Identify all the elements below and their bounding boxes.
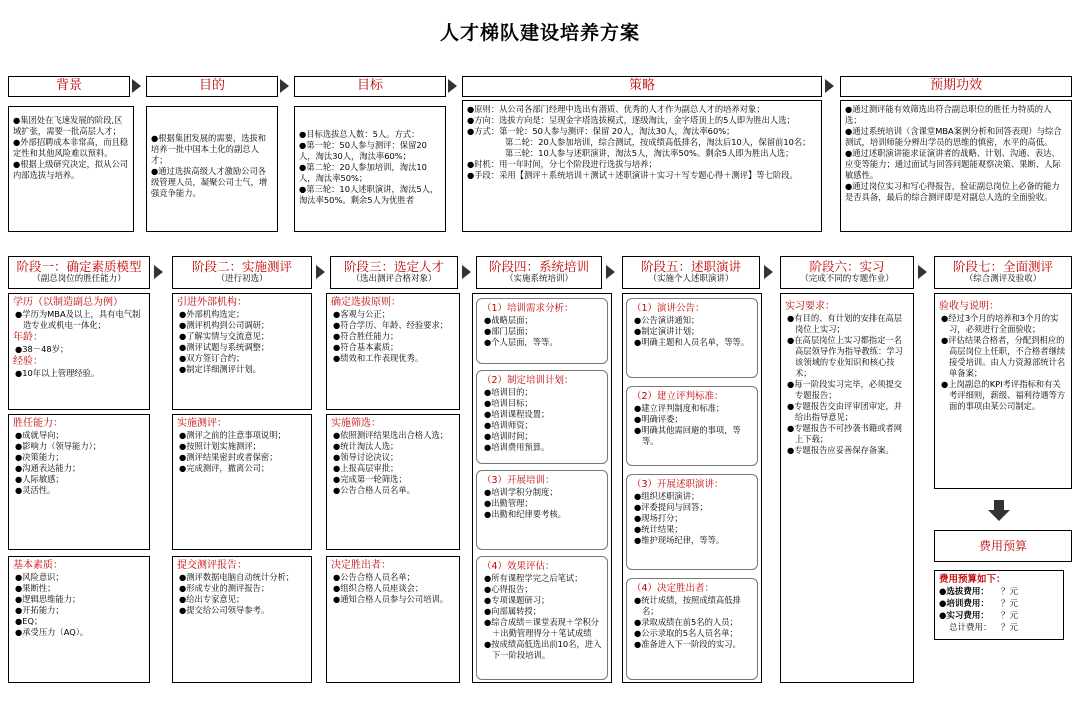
list-item: ●培训师资； [484,420,533,430]
section-title: （4）效果评估： [482,561,555,572]
budget-row-name: ●实习费用： [939,611,989,621]
section-title: 确定选拔原则： [331,297,401,308]
list-item: ●外部招聘成本非常高，而且稳定性和其他风险难以预料。 [13,137,129,158]
list-item: ●部门层面； [484,326,533,336]
section-title: 实习要求： [785,301,835,312]
budget-row-name: 总计费用： [949,623,992,633]
list-item: ●统计成绩，按照成绩高低排名； [634,595,741,616]
stage-6-box [780,293,914,683]
stage-subtitle: （综合测评及验收） [964,274,1042,284]
budget-row-value: ？元 [1001,599,1019,609]
list-item: ●出勤和纪律要考核。 [484,509,566,519]
list-item: ●影响力（领导能力）； [15,441,102,451]
list-item: ●综合成绩＝课堂表现＋学积分＋出勤管理得分＋笔试成绩 [484,617,600,638]
list-item: ●原则：从公司各部门经理中选出有潜质、优秀的人才作为副总人才的培养对象； [467,104,765,114]
list-item: ●集团处在飞速发展的阶段,区域扩张，需要一批高层人才； [13,115,123,136]
stage-title: 阶段五：述职演讲 [640,259,741,274]
list-item: ●培训课程设置； [484,409,550,419]
list-item: ●有目的、有计划的安排在高层岗位上实习； [787,313,903,334]
section-title: （3）开展述职演讲： [632,479,724,490]
list-item: ●完成测评，撤离公司； [179,463,270,473]
list-item: ●统计淘汰人选； [333,441,399,451]
stage-subtitle: （选出测评合格对象） [351,274,437,284]
stage-title: 阶段二：实施测评 [191,259,292,274]
header-strategy: 策略 [462,76,822,97]
list-item: ●现场打分； [634,513,683,523]
list-item: ●开拓能力； [15,605,64,615]
section-title: （2）建立评判标准： [632,391,724,402]
list-item: ●每一阶段实习完毕，必须提交专题报告； [787,379,903,400]
section-title: 年龄： [13,332,43,343]
budget-row-value: ？元 [1001,587,1019,597]
list-item: ●学历为MBA及以上，具有电气制造专业或机电一体化； [15,309,141,330]
budget-row [939,598,1059,610]
list-item: ●双方签订合约； [179,353,245,363]
section-title: 学历（以制造副总为例） [13,297,123,308]
list-item: ●评估结果合格者，分配到相应的高层岗位上任职，不合格者继续接受培训。由人力资源部统计名单备案； [941,335,1066,378]
stage-4-training-box [476,470,608,550]
list-item: ●通过系统培训（含课堂MBA案例分析和回答表现）与综合测试，培训师能分辨出学员的思维的慎密，水平的高低。 [845,126,1062,147]
list-item: ●测评机构到公司调研； [179,320,270,330]
list-item: ●风险意识； [15,572,64,582]
list-item: ●38－48岁； [15,344,69,354]
list-item: ●按成绩高低选出前10名，进入下一阶段培训。 [484,639,602,660]
list-item: ●准备进入下一阶段的实习。 [634,639,741,649]
page-title: 人才梯队建设培养方案 [439,22,640,44]
expected-box [840,100,1072,232]
section-title: （2）制定培训计划： [482,375,574,386]
list-item: ●统计结果； [634,524,683,534]
arrow-right-icon [280,79,289,93]
list-item: ●按照计划实施测评； [179,441,261,451]
stage-4-header [476,256,602,289]
list-item: ●成就导向； [15,430,64,440]
list-item: ●出勤管理； [484,498,533,508]
list-item: ●根据集团发展的需要，选拔和培养一批中国本土化的副总人才； [151,133,267,165]
section-title: （1）演讲公告： [632,303,705,314]
list-item: ●10年以上管理经验。 [15,368,100,378]
list-item: ●个人层面，等等。 [484,337,558,347]
list-item: ●逻辑思维能力； [15,594,81,604]
arrow-right-icon [154,265,163,279]
list-item: ●给出专家意见； [179,594,245,604]
list-item: ●绩效和工作表现优秀。 [333,353,424,363]
list-item: ●明确其他需回避的事项，等等。 [634,425,741,446]
list-item: ●手段：采用【测评＋系统培训＋测试＋述职演讲＋实习＋写专题心得＋测评】等七阶段。 [467,170,798,180]
stage-6-header [780,256,914,289]
list-item: ●完成第一轮筛选； [333,474,407,484]
stage-title: 阶段一：确定素质模型 [16,259,142,274]
list-item: ●培训目的； [484,387,533,397]
list-item: ●测评数据电脑自动统计分析； [179,572,295,582]
list-item: ●客观与公正； [333,309,391,319]
arrow-right-icon [462,265,471,279]
list-item: ●所有课程学完之后笔试； [484,573,583,583]
stage-2-agency-box [172,293,312,410]
list-item: ●维护现场纪律，等等。 [634,535,725,545]
list-item: ●外部机构选定； [179,309,245,319]
budget-row-name: ●培训费用： [939,599,989,609]
section-title: （1）培训需求分析： [482,303,574,314]
list-item: ●第二轮：20人参加培训，淘汰10人，淘汰率50%； [299,162,427,183]
list-item: ●时机：用一年时间，分七个阶段进行选拔与培养； [467,159,657,169]
list-item: ●人际敏感； [15,474,64,484]
section-title: 决定胜出者： [331,560,391,571]
stage-4-needs-box [476,298,608,364]
strategy-box [462,100,822,232]
section-title: 经验： [13,356,43,367]
list-item: ●目标选拔总人数：5人。方式： [299,129,420,139]
budget-row-name: ●选拔费用： [939,587,989,597]
section-title: 实施筛选： [331,418,381,429]
list-item: ●在高层岗位上实习都指定一名高层领导作为指导教练：学习该领域的专业知识和核心技术； [787,335,903,378]
arrow-down-icon [994,500,1004,510]
budget-row [939,586,1059,598]
stage-1-quality-box [8,556,150,683]
list-item: ●向部属转授； [484,606,542,616]
list-item: ●果断性； [15,583,56,593]
list-item: ●培训学积分制度； [484,487,558,497]
stage-7-box [934,293,1072,489]
stage-subtitle: （进行初选） [216,274,268,284]
section-title: 提交测评报告： [177,560,247,571]
arrow-right-icon [764,265,773,279]
stage-7-header [934,256,1072,289]
list-item: ●组织述职演讲； [634,491,700,501]
stage-5-notice-box [626,298,758,378]
list-item: ●决策能力； [15,452,64,462]
list-item: ●通过岗位实习和写心得报告，验证副总岗位上必备的能力是否具备，最后的综合测评即是对副总人选的全面验收。 [845,181,1060,202]
stage-subtitle: （实施系统培训） [504,274,573,284]
stage-title: 阶段六：实习 [809,259,885,274]
list-item: ●符合学历、年龄、经验要求； [333,320,449,330]
stage-4-plan-box [476,370,608,464]
stage-1-header [8,256,150,289]
header-purpose: 目的 [146,76,278,97]
stage-3-header [330,256,458,289]
list-item: ●通过述职演讲能求证演讲者的战略、计划、沟通、表达、应变等能力；通过面试与回答问题能观察决策、果断、人际敏感性。 [845,148,1061,180]
list-item: ●了解实情与交流意见； [179,331,270,341]
stage-title: 阶段三：选定人才 [343,259,444,274]
section-title: （3）开展培训： [482,475,555,486]
stage-2-report-box [172,556,312,683]
section-title: 基本素质： [13,560,63,571]
list-item: ●测评之前的注意事项说明； [179,430,286,440]
stage-3-screening-box [326,414,460,550]
section-title: 验收与说明： [939,301,999,312]
list-item: ●承受压力（AQ）。 [15,627,89,637]
list-item: ●培训时间； [484,431,533,441]
arrow-right-icon [448,79,457,93]
header-background: 背景 [8,76,130,97]
budget-row-value: ？元 [1001,611,1019,621]
budget-box [934,570,1064,640]
section-title: 费用预算如下： [939,574,1006,585]
arrow-down-icon [988,510,1010,521]
list-item: ●战略层面； [484,315,533,325]
stage-5-winner-box [626,578,758,680]
background-box [8,106,134,232]
list-item: ●测评结果密封或者保密； [179,452,278,462]
list-item: ●灵活性。 [15,485,56,495]
list-item: ●提交给公司领导参考。 [179,605,270,615]
list-item: ●通知合格人员参与公司培训。 [333,594,449,604]
list-item: ●测评试题与系统调整； [179,342,270,352]
arrow-right-icon [316,265,325,279]
header-goal: 目标 [294,76,446,97]
list-item: ●专题报告不可抄袭书籍或者网上下载； [787,423,903,444]
budget-row-value: ？元 [1001,623,1019,633]
section-title: 胜任能力： [13,418,63,429]
list-item: ●第三轮：10人述职演讲，淘汰5人，淘汰率50%。剩余5人为优胜者 [299,184,439,205]
list-item: ●根据上级研究决定，拟从公司内部选拔与培养。 [13,159,129,180]
list-item: ●方式：第一轮：50人参与测评：保留 20人，淘汰30人，淘汰率60%； [467,126,735,136]
list-item: ●制定详细测评计划。 [179,364,261,374]
list-item: ●经过3个月的培养和3个月的实习，必须进行全面验收； [941,313,1059,334]
list-item: ●培训目标； [484,398,533,408]
list-item: ●沟通表达能力； [15,463,81,473]
list-item: ●专题报告交由评审团审定，并给出指导意见； [787,401,903,422]
list-item: 第三轮：10人参与述职演讲，淘汰5人，淘汰率50%。剩余5人即为胜出人选； [505,148,794,158]
stage-2-header [172,256,312,289]
list-item: ●公告演讲通知； [634,315,700,325]
stage-subtitle: （副总岗位的胜任能力） [32,274,126,284]
list-item: ●专题报告应妥善保存备案。 [787,445,894,455]
arrow-right-icon [606,265,615,279]
stage-5-speech-box [626,474,758,570]
goal-box [294,106,446,232]
arrow-right-icon [132,79,141,93]
stage-title: 阶段七：全面测评 [952,259,1053,274]
list-item: 第二轮：20人参加培训，综合测试，按成绩高低排名，淘汰后10人，保留前10名； [505,137,811,147]
list-item: ●形成专业的测评报告； [179,583,270,593]
list-item: ●方向：选拔方向是：呈现金字塔选拔模式，逐级淘汰，金字塔顶上的5人即为胜出人选； [467,115,795,125]
list-item: ●公告合格人员名单； [333,572,415,582]
section-title: 实施测评： [177,418,227,429]
list-item: ●明确主题和人员名单，等等。 [634,337,750,347]
list-item: ●专项课题研习； [484,595,550,605]
list-item: ●领导讨论决议； [333,452,399,462]
list-item: ●组织合格人员座谈会； [333,583,424,593]
list-item: ●建立评判制度和标准； [634,403,725,413]
budget-label: 费用预算 [934,530,1072,562]
list-item: ●EQ； [15,616,43,626]
budget-row [939,610,1059,622]
budget-row [939,622,1059,634]
list-item: ●明确评委； [634,414,683,424]
list-item: ●制定演讲计划； [634,326,700,336]
section-title: （4）决定胜出者： [632,583,715,594]
list-item: ●通过选拔高级人才激励公司各级管理人员，凝聚公司士气，增强竞争能力。 [151,166,268,198]
stage-1-competency-box [8,414,150,550]
stage-2-assessment-box [172,414,312,550]
stage-5-header [622,256,760,289]
stage-title: 阶段四：系统培训 [488,259,589,274]
list-item: ●符合基本素质； [333,342,399,352]
list-item: ●上岗副总的KPI考评指标和有关考评细则，薪级、福利待遇等方面的事项由某公司制定。 [941,379,1066,411]
list-item: ●培训费用预算。 [484,442,550,452]
list-item: ●评委提问与回答； [634,502,708,512]
stage-4-evaluation-box [476,556,608,680]
list-item: ●符合胜任能力； [333,331,399,341]
arrow-right-icon [918,265,927,279]
list-item: ●公告合格人员名单。 [333,485,415,495]
section-title: 引进外部机构： [177,297,247,308]
list-item: ●通过测评能有效筛选出符合副总职位的胜任力特质的人选； [845,104,1052,125]
purpose-box [146,106,278,232]
list-item: ●录取成绩在前5名的人员； [634,617,738,627]
stage-3-principle-box [326,293,460,410]
stage-1-education-box [8,293,150,410]
stage-subtitle: （完成不同的专题作业） [800,274,894,284]
stage-subtitle: （实施个人述职演讲） [648,274,734,284]
arrow-right-icon [825,79,834,93]
stage-3-winner-box [326,556,460,683]
list-item: ●上报高层审批； [333,463,399,473]
stage-5-criteria-box [626,386,758,466]
list-item: ●第一轮：50人参与测评：保留20人，淘汰30人，淘汰率60%； [299,140,427,161]
list-item: ●心得报告； [484,584,533,594]
list-item: ●依照测评结果选出合格人选； [333,430,449,440]
list-item: ●公示录取的5名人员名单； [634,628,738,638]
header-expected: 预期功效 [840,76,1072,97]
